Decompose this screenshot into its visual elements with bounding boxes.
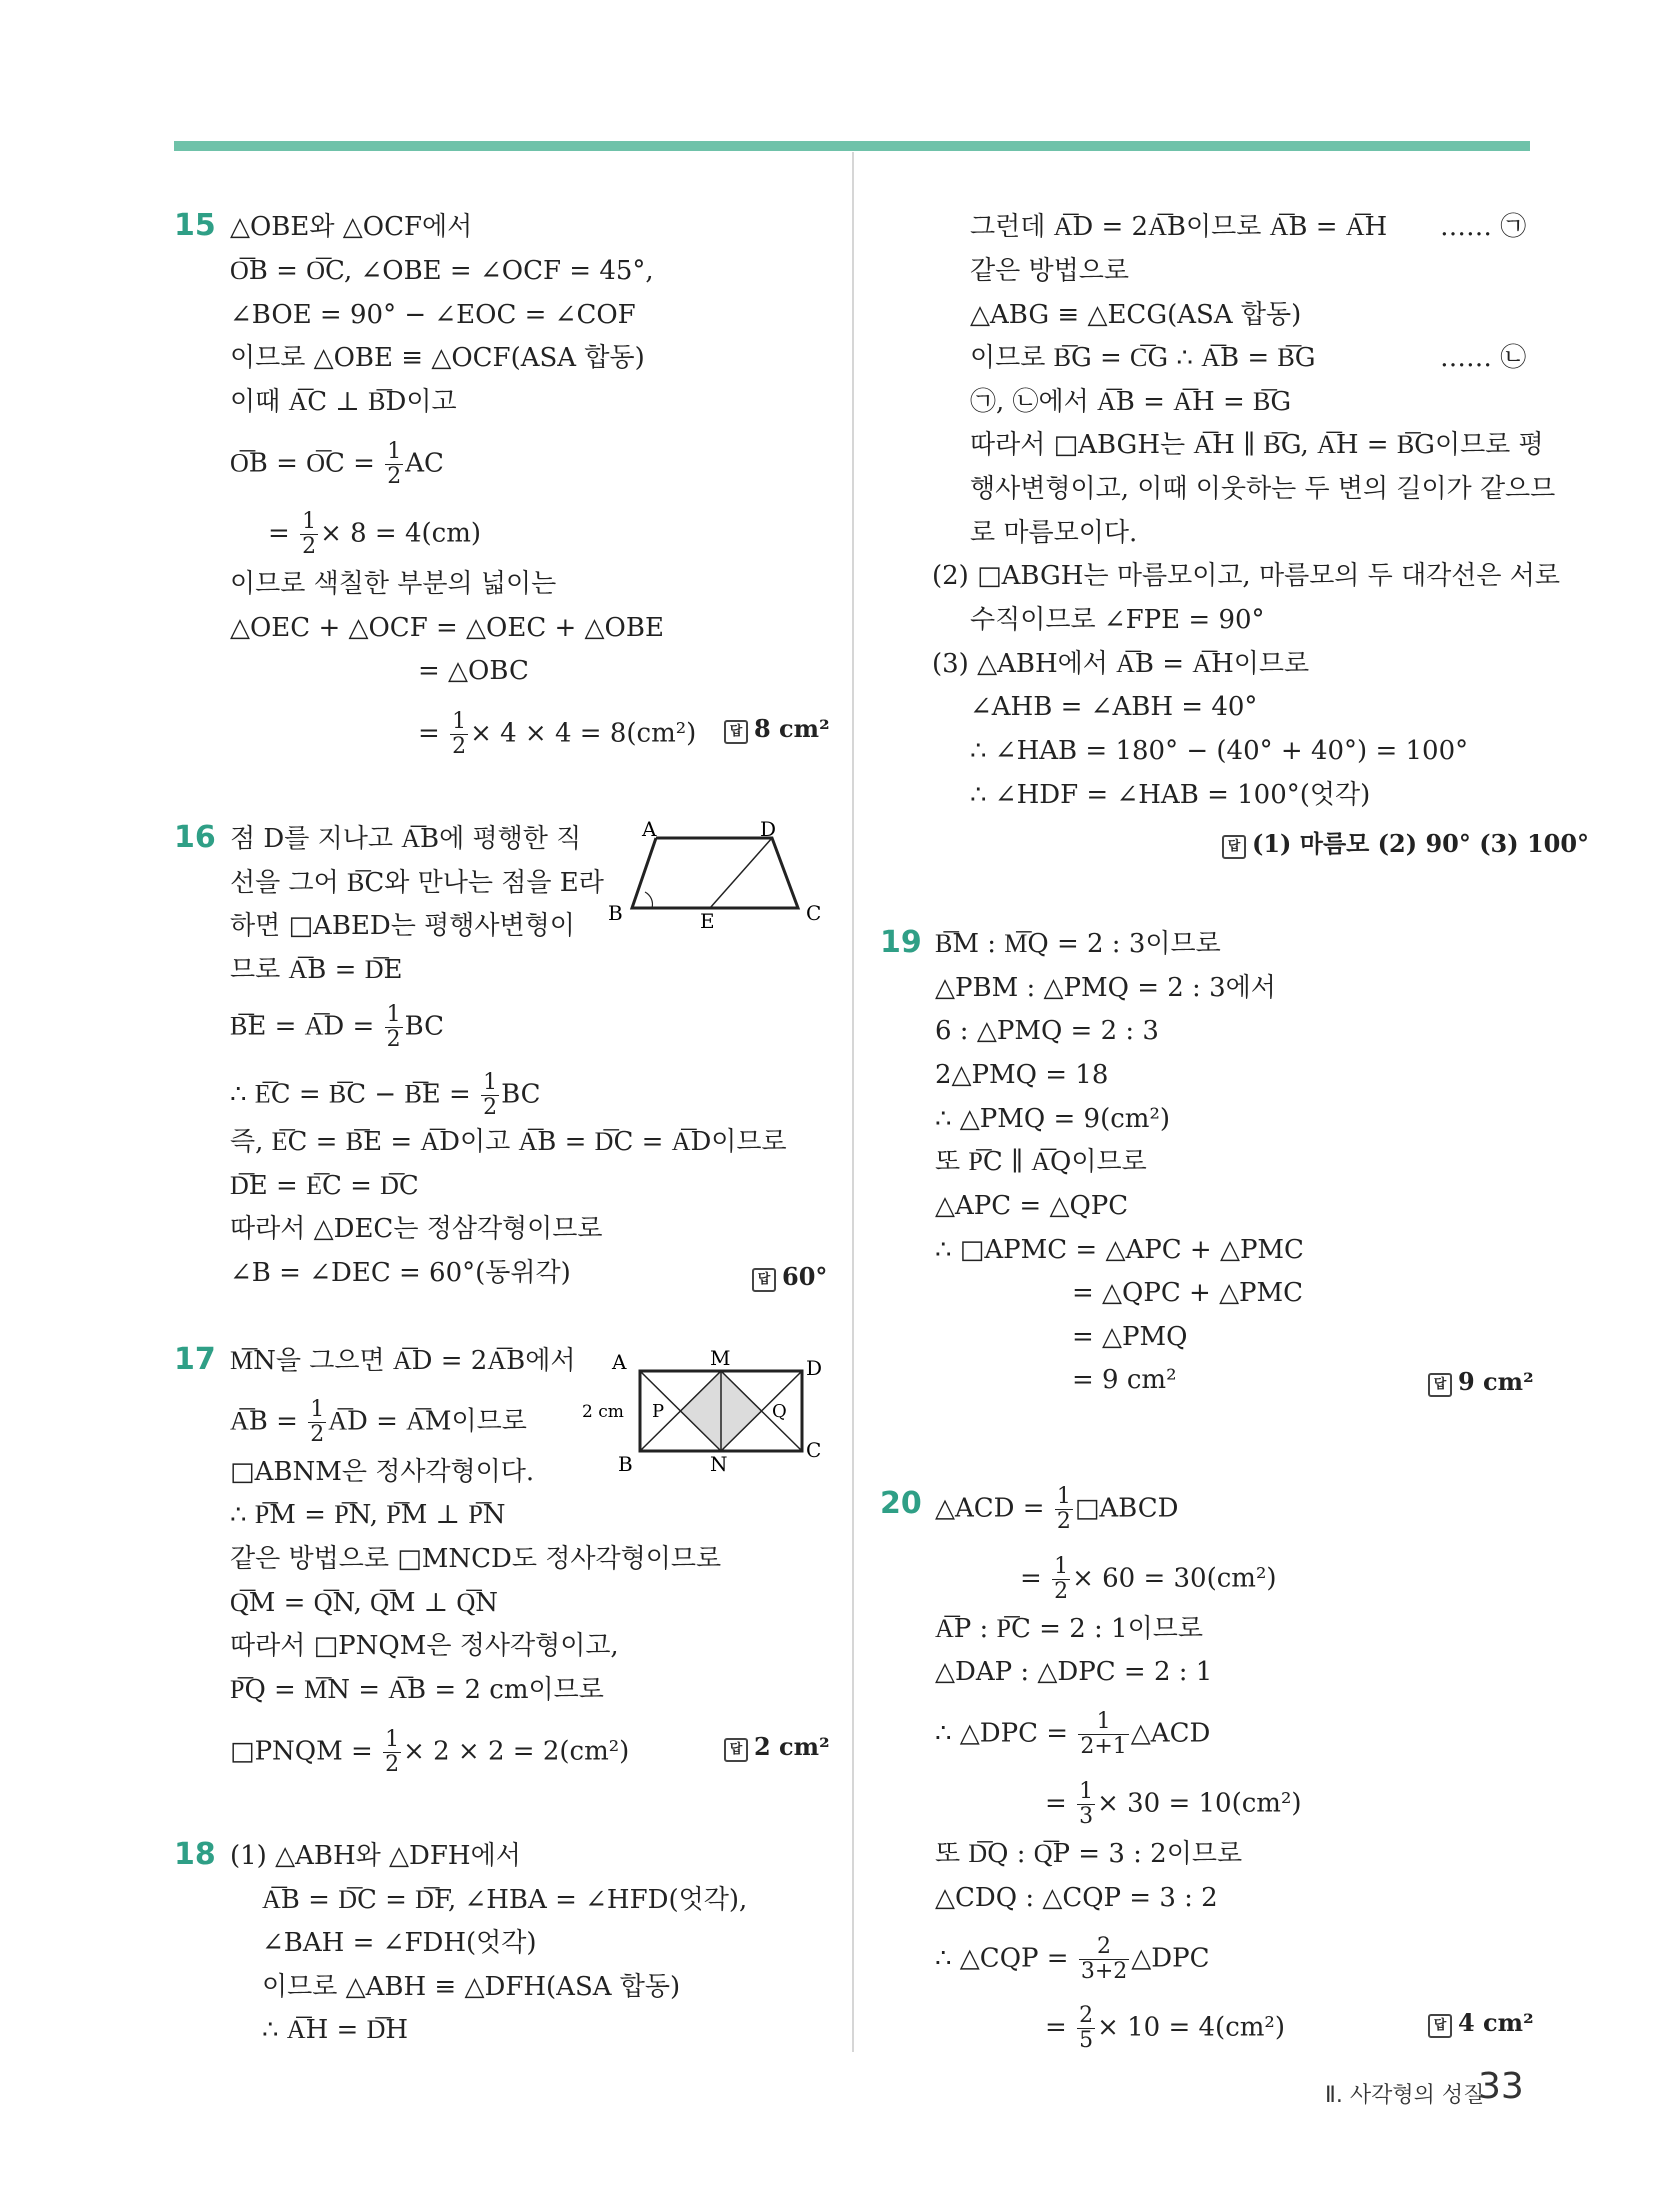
p17-line: Q͞M = Q͞N, Q͞M ⊥ Q͞N bbox=[230, 1588, 499, 1618]
rectangle-figure bbox=[580, 1345, 830, 1475]
problem-number-18: 18 bbox=[174, 1837, 216, 1872]
trapezoid-figure bbox=[600, 820, 830, 930]
p19-line: △PBM : △PMQ = 2 : 3에서 bbox=[935, 973, 1276, 1003]
p18-line: 따라서 □ABGH는 A͞H ∥ B͞G, A͞H = B͞G이므로 평 bbox=[970, 430, 1544, 460]
answer-16: 답 60° bbox=[752, 1262, 827, 1292]
fig16-label-A: A bbox=[642, 820, 657, 841]
problem-number-19: 19 bbox=[880, 925, 922, 960]
p16-line: ∴ E͞C = B͞C − B͞E = $\frac{1}{2}$ BC bbox=[230, 1070, 541, 1120]
p17-line: M͞N을 그으면 A͞D = 2A͞B에서 bbox=[230, 1346, 576, 1376]
p20-line: △ACD = $\frac{1}{2}$ □ABCD bbox=[935, 1484, 1179, 1534]
p16-line: 므로 A͞B = D͞E bbox=[230, 955, 403, 985]
problem-number-15: 15 bbox=[174, 208, 216, 243]
answer-20: 답 4 cm² bbox=[1428, 2008, 1534, 2038]
p15-line: 이때 A͞C ⊥ B͞D이고 bbox=[230, 387, 457, 417]
p18-line: ∴ ∠HDF = ∠HAB = 100°(엇각) bbox=[970, 780, 1371, 810]
fig16-label-D: D bbox=[760, 820, 777, 841]
p18-mark-1: …… ㉠ bbox=[1440, 212, 1527, 242]
p18-line: 같은 방법으로 bbox=[970, 256, 1129, 286]
p18-line: 행사변형이고, 이때 이웃하는 두 변의 길이가 같으므 bbox=[970, 474, 1556, 504]
p17-line: □PNQM = $\frac{1}{2}$ × 2 × 2 = 2(cm²) bbox=[230, 1727, 630, 1777]
p15-line: = $\frac{1}{2}$ × 8 = 4(cm) bbox=[268, 509, 482, 559]
answer-17: 답 2 cm² bbox=[724, 1732, 830, 1762]
p20-line: = $\frac{1}{3}$ × 30 = 10(cm²) bbox=[1045, 1779, 1302, 1829]
fig17-label-Q: Q bbox=[772, 1401, 787, 1422]
page-number: 33 bbox=[1478, 2066, 1524, 2107]
p20-line: △CDQ : △CQP = 3 : 2 bbox=[935, 1883, 1218, 1913]
p16-line: 점 D를 지나고 A͞B에 평행한 직 bbox=[230, 824, 582, 854]
p17-line: 같은 방법으로 □MNCD도 정사각형이므로 bbox=[230, 1544, 722, 1574]
fig16-label-C: C bbox=[806, 901, 822, 925]
p19-line: 6 : △PMQ = 2 : 3 bbox=[935, 1016, 1159, 1046]
p16-line: 하면 □ABED는 평행사변형이 bbox=[230, 911, 575, 941]
p20-line: A͞P : P͞C = 2 : 1이므로 bbox=[935, 1614, 1203, 1644]
column-divider bbox=[852, 152, 854, 2052]
p18-line: 수직이므로 ∠FPE = 90° bbox=[970, 605, 1265, 635]
p18-line: ∠BAH = ∠FDH(엇각) bbox=[262, 1928, 537, 1958]
answer-18: 답 (1) 마름모 (2) 90° (3) 100° bbox=[1222, 824, 1589, 859]
p20-line: △DAP : △DPC = 2 : 1 bbox=[935, 1657, 1213, 1687]
p20-line: = $\frac{1}{2}$ × 60 = 30(cm²) bbox=[1020, 1554, 1277, 1604]
p20-line: 또 D͞Q : Q͞P = 3 : 2이므로 bbox=[935, 1839, 1243, 1869]
p16-line: ∠B = ∠DEC = 60°(동위각) bbox=[230, 1258, 571, 1288]
p16-line: 따라서 △DEC는 정삼각형이므로 bbox=[230, 1214, 603, 1244]
p16-line: B͞E = A͞D = $\frac{1}{2}$ BC bbox=[230, 1002, 445, 1052]
p15-line: O͞B = O͞C = $\frac{1}{2}$ AC bbox=[230, 439, 444, 489]
p18-line: 그런데 A͞D = 2A͞B이므로 A͞B = A͞H bbox=[970, 212, 1388, 242]
p19-line: ∴ □APMC = △APC + △PMC bbox=[935, 1235, 1304, 1265]
p15-line: 이므로 △OBE ≡ △OCF(ASA 합동) bbox=[230, 343, 645, 373]
p17-line: P͞Q = M͞N = A͞B = 2 cm이므로 bbox=[230, 1675, 604, 1705]
chapter-label: Ⅱ. 사각형의 성질 bbox=[1325, 2083, 1485, 2108]
p18-line: △ABG ≡ △ECG(ASA 합동) bbox=[970, 300, 1302, 330]
p19-line: ∴ △PMQ = 9(cm²) bbox=[935, 1104, 1171, 1134]
p15-line: O͞B = O͞C, ∠OBE = ∠OCF = 45°, bbox=[230, 256, 654, 286]
p15-line: = $\frac{1}{2}$ × 4 × 4 = 8(cm²) bbox=[418, 709, 697, 759]
p20-line: ∴ △DPC = $\frac{1}{2+1}$ △ACD bbox=[935, 1709, 1211, 1759]
p19-line: 또 P͞C ∥ A͞Q이므로 bbox=[935, 1147, 1147, 1177]
fig16-label-B: B bbox=[608, 901, 623, 925]
p19-line: = △PMQ bbox=[1072, 1322, 1188, 1352]
p16-line: 즉, E͞C = B͞E = A͞D이고 A͞B = D͞C = A͞D이므로 bbox=[230, 1127, 787, 1157]
answer-15: 답 8 cm² bbox=[724, 714, 830, 744]
p15-line: △OEC + △OCF = △OEC + △OBE bbox=[230, 613, 664, 643]
p18-line: 로 마름모이다. bbox=[970, 518, 1138, 548]
fig17-label-A: A bbox=[612, 1350, 627, 1374]
p17-line: 따라서 □PNQM은 정사각형이고, bbox=[230, 1631, 619, 1661]
fig17-side-label: 2 cm bbox=[582, 1402, 624, 1422]
problem-number-20: 20 bbox=[880, 1486, 922, 1521]
p19-line: = △QPC + △PMC bbox=[1072, 1278, 1304, 1308]
problem-number-16: 16 bbox=[174, 820, 216, 855]
answer-19: 답 9 cm² bbox=[1428, 1367, 1534, 1397]
p17-line: A͞B = $\frac{1}{2}$ A͞D = A͞M이므로 bbox=[230, 1397, 527, 1447]
p18-line: 이므로 B͞G = C͞G ∴ A͞B = B͞G bbox=[970, 343, 1316, 373]
fig17-label-N: N bbox=[710, 1452, 728, 1475]
p17-line: ∴ P͞M = P͞N, P͞M ⊥ P͞N bbox=[230, 1500, 506, 1530]
top-accent-bar bbox=[174, 141, 1530, 151]
fig17-label-D: D bbox=[806, 1356, 823, 1380]
p15-line: △OBE와 △OCF에서 bbox=[230, 212, 473, 242]
p18-line: (1) △ABH와 △DFH에서 bbox=[230, 1841, 521, 1871]
p17-line: □ABNM은 정사각형이다. bbox=[230, 1457, 535, 1487]
p15-line: 이므로 색칠한 부분의 넓이는 bbox=[230, 569, 557, 599]
fig17-label-B: B bbox=[618, 1452, 633, 1475]
p19-line: △APC = △QPC bbox=[935, 1191, 1129, 1221]
p16-line: 선을 그어 B͞C와 만나는 점을 E라 bbox=[230, 868, 604, 898]
p18-line: ∴ A͞H = D͞H bbox=[262, 2015, 409, 2045]
p15-line: = △OBC bbox=[418, 656, 529, 686]
p18-line: 이므로 △ABH ≡ △DFH(ASA 합동) bbox=[262, 1972, 681, 2002]
p18-line: ∠AHB = ∠ABH = 40° bbox=[970, 692, 1258, 722]
problem-number-17: 17 bbox=[174, 1342, 216, 1377]
p18-line: (2) □ABGH는 마름모이고, 마름모의 두 대각선은 서로 bbox=[932, 561, 1561, 591]
p18-line: A͞B = D͞C = D͞F, ∠HBA = ∠HFD(엇각), bbox=[262, 1885, 748, 1915]
fig17-label-C: C bbox=[806, 1438, 822, 1462]
p20-line: = $\frac{2}{5}$ × 10 = 4(cm²) bbox=[1045, 2003, 1285, 2053]
p16-line: D͞E = E͞C = D͞C bbox=[230, 1171, 419, 1201]
fig17-label-P: P bbox=[652, 1401, 665, 1422]
fig17-label-M: M bbox=[710, 1346, 731, 1370]
p18-mark-2: …… ㉡ bbox=[1440, 343, 1527, 373]
p19-line: = 9 cm² bbox=[1072, 1365, 1177, 1395]
p19-line: B͞M : M͞Q = 2 : 3이므로 bbox=[935, 929, 1221, 959]
p19-line: 2△PMQ = 18 bbox=[935, 1060, 1109, 1090]
fig16-label-E: E bbox=[700, 909, 715, 930]
p18-line: ㉠, ㉡에서 A͞B = A͞H = B͞G bbox=[970, 387, 1292, 417]
p20-line: ∴ △CQP = $\frac{2}{3+2}$ △DPC bbox=[935, 1934, 1210, 1984]
p18-line: ∴ ∠HAB = 180° − (40° + 40°) = 100° bbox=[970, 736, 1469, 766]
p18-line: (3) △ABH에서 A͞B = A͞H이므로 bbox=[932, 649, 1310, 679]
p15-line: ∠BOE = 90° − ∠EOC = ∠COF bbox=[230, 300, 636, 330]
